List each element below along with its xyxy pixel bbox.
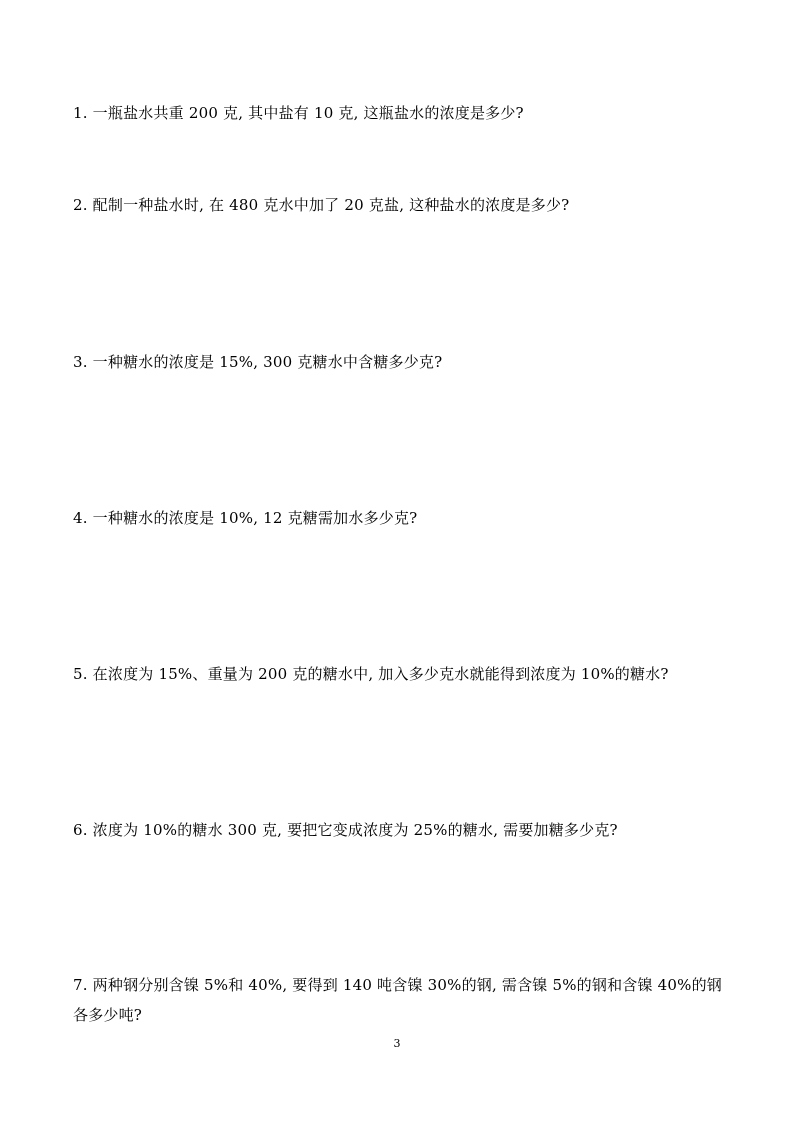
problem-1: 1. 一瓶盐水共重 200 克, 其中盐有 10 克, 这瓶盐水的浓度是多少? xyxy=(73,104,524,122)
problem-3: 3. 一种糖水的浓度是 15%, 300 克糖水中含糖多少克? xyxy=(73,353,443,371)
problem-5: 5. 在浓度为 15%、重量为 200 克的糖水中, 加入多少克水就能得到浓度为 10%的糖水? xyxy=(73,665,669,683)
page-number: 3 xyxy=(393,1037,401,1050)
problem-7: 7. 两种钢分别含镍 5%和 40%, 要得到 140 吨含镍 30%的钢, 需含镍 5%的钢和含镍 40%的钢各多少吨? xyxy=(73,976,722,1024)
problem-4: 4. 一种糖水的浓度是 10%, 12 克糖需加水多少克? xyxy=(73,509,418,527)
problem-6: 6. 浓度为 10%的糖水 300 克, 要把它变成浓度为 25%的糖水, 需要加糖多少克? xyxy=(73,821,618,839)
problem-2: 2. 配制一种盐水时, 在 480 克水中加了 20 克盐, 这种盐水的浓度是多少? xyxy=(73,196,570,214)
